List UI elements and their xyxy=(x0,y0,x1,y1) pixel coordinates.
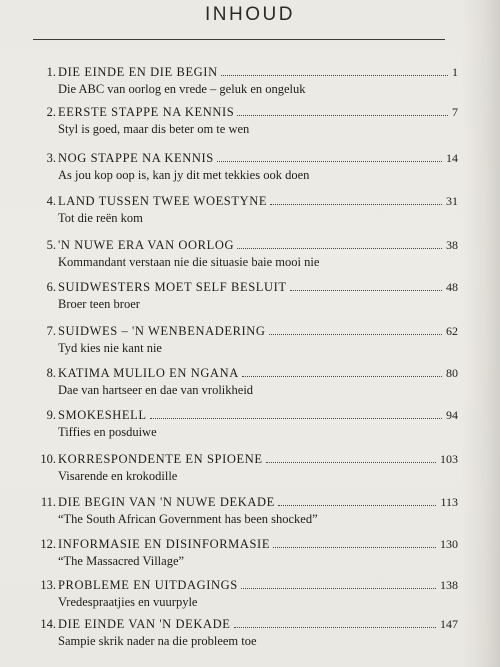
entry-title: INFORMASIE EN DISINFORMASIE xyxy=(58,537,271,551)
entry-title: KATIMA MULILO EN NGANA xyxy=(58,366,239,380)
toc-entry xyxy=(0,537,500,577)
toc-entry xyxy=(0,280,500,320)
entry-number: 6. xyxy=(46,280,56,294)
entry-page-number: 62 xyxy=(446,324,458,338)
dot-leader xyxy=(237,106,448,116)
entry-title-line xyxy=(58,65,458,80)
entry-title: NOG STAPPE NA KENNIS xyxy=(58,151,214,165)
toc-entry xyxy=(0,151,500,191)
entry-page-number: 80 xyxy=(446,366,458,380)
page-title: INHOUD xyxy=(205,4,295,25)
entry-page-number: 103 xyxy=(440,452,458,466)
entry-number: 1. xyxy=(46,65,56,79)
entry-page-number: 130 xyxy=(440,537,458,551)
entry-subtitle: Dae van hartseer en dae van vrolikheid xyxy=(58,383,254,397)
entry-number: 5. xyxy=(46,238,56,252)
dot-leader xyxy=(150,409,442,419)
entry-subtitle: Styl is goed, maar dis beter om te wen xyxy=(58,122,250,136)
toc-entry xyxy=(0,105,500,145)
entry-title: DIE EINDE VAN 'N DEKADE xyxy=(58,617,231,631)
toc-entry xyxy=(0,238,500,278)
entry-title-line xyxy=(58,194,458,209)
toc-entry xyxy=(0,495,500,535)
entry-subtitle: Sampie skrik nader na die probleem toe xyxy=(58,634,257,648)
entry-number: 13. xyxy=(40,578,56,592)
entry-subtitle: “The Massacred Village” xyxy=(58,554,185,568)
toc-entry xyxy=(0,452,500,492)
dot-leader xyxy=(273,538,436,548)
entry-page-number: 138 xyxy=(440,578,458,592)
dot-leader xyxy=(242,367,442,377)
entry-title: EERSTE STAPPE NA KENNIS xyxy=(58,105,235,119)
entry-subtitle: Visarende en krokodille xyxy=(58,469,178,483)
entry-page-number: 38 xyxy=(446,238,458,252)
entry-subtitle: Tyd kies nie kant nie xyxy=(58,341,162,355)
entry-number: 9. xyxy=(46,408,56,422)
dot-leader xyxy=(278,496,437,506)
entry-subtitle: Tot die reën kom xyxy=(58,211,143,225)
entry-title: PROBLEME EN UITDAGINGS xyxy=(58,578,238,592)
entry-number: 2. xyxy=(46,105,56,119)
entry-title: KORRESPONDENTE EN SPIOENE xyxy=(58,452,263,466)
entry-title-line xyxy=(58,578,458,593)
toc-entry xyxy=(0,65,500,105)
entry-title-line xyxy=(58,617,458,632)
entry-title: DIE BEGIN VAN 'N NUWE DEKADE xyxy=(58,495,275,509)
entry-title-line xyxy=(58,151,458,166)
entry-page-number: 14 xyxy=(446,151,458,165)
entry-page-number: 7 xyxy=(452,105,458,119)
entry-title-line xyxy=(58,366,458,381)
entry-title-line xyxy=(58,452,458,467)
dot-leader xyxy=(234,618,436,628)
entry-title-line xyxy=(58,280,458,295)
dot-leader xyxy=(237,239,442,249)
entry-subtitle: Vredespraatjies en vuurpyle xyxy=(58,595,198,609)
dot-leader xyxy=(266,453,436,463)
entry-page-number: 113 xyxy=(440,495,458,509)
toc-entry xyxy=(0,366,500,406)
entry-title-line xyxy=(58,324,458,339)
entry-title-line xyxy=(58,408,458,423)
dot-leader xyxy=(221,66,448,76)
entry-subtitle: As jou kop oop is, kan jy dit met tekkies ook doen xyxy=(58,168,310,182)
entry-title: SMOKESHELL xyxy=(58,408,147,422)
entry-number: 4. xyxy=(46,194,56,208)
toc-entry xyxy=(0,408,500,448)
entry-page-number: 1 xyxy=(452,65,458,79)
entry-page-number: 48 xyxy=(446,280,458,294)
entry-page-number: 94 xyxy=(446,408,458,422)
entry-subtitle: Die ABC van oorlog en vrede – geluk en ongeluk xyxy=(58,82,306,96)
entry-title-line xyxy=(58,238,458,253)
entry-title: 'N NUWE ERA VAN OORLOG xyxy=(58,238,235,252)
entry-title-line xyxy=(58,537,458,552)
entry-title: DIE EINDE EN DIE BEGIN xyxy=(58,65,218,79)
toc-entry xyxy=(0,578,500,618)
entry-number: 11. xyxy=(40,495,56,509)
entry-title-line xyxy=(58,105,458,120)
entry-number: 3. xyxy=(46,151,56,165)
entry-subtitle: Tiffies en posduiwe xyxy=(58,425,157,439)
entry-number: 10. xyxy=(40,452,56,466)
entry-subtitle: Broer teen broer xyxy=(58,297,140,311)
dot-leader xyxy=(217,152,442,162)
entry-number: 8. xyxy=(46,366,56,380)
dot-leader xyxy=(270,195,442,205)
entry-page-number: 31 xyxy=(446,194,458,208)
dot-leader xyxy=(269,325,442,335)
entry-title: LAND TUSSEN TWEE WOESTYNE xyxy=(58,194,268,208)
entry-title-line xyxy=(58,495,458,510)
dot-leader xyxy=(290,281,442,291)
entry-number: 14. xyxy=(40,617,56,631)
entry-number: 7. xyxy=(46,324,56,338)
toc-entry xyxy=(0,324,500,364)
dot-leader xyxy=(241,579,436,589)
entry-subtitle: Kommandant verstaan nie die situasie baie mooi nie xyxy=(58,255,320,269)
toc-entry xyxy=(0,194,500,234)
toc-entry xyxy=(0,617,500,657)
entry-page-number: 147 xyxy=(440,617,458,631)
entry-title: SUIDWES – 'N WENBENADERING xyxy=(58,324,266,338)
entry-title: SUIDWESTERS MOET SELF BESLUIT xyxy=(58,280,287,294)
entry-number: 12. xyxy=(40,537,56,551)
entry-subtitle: “The South African Government has been shocked” xyxy=(58,512,318,526)
